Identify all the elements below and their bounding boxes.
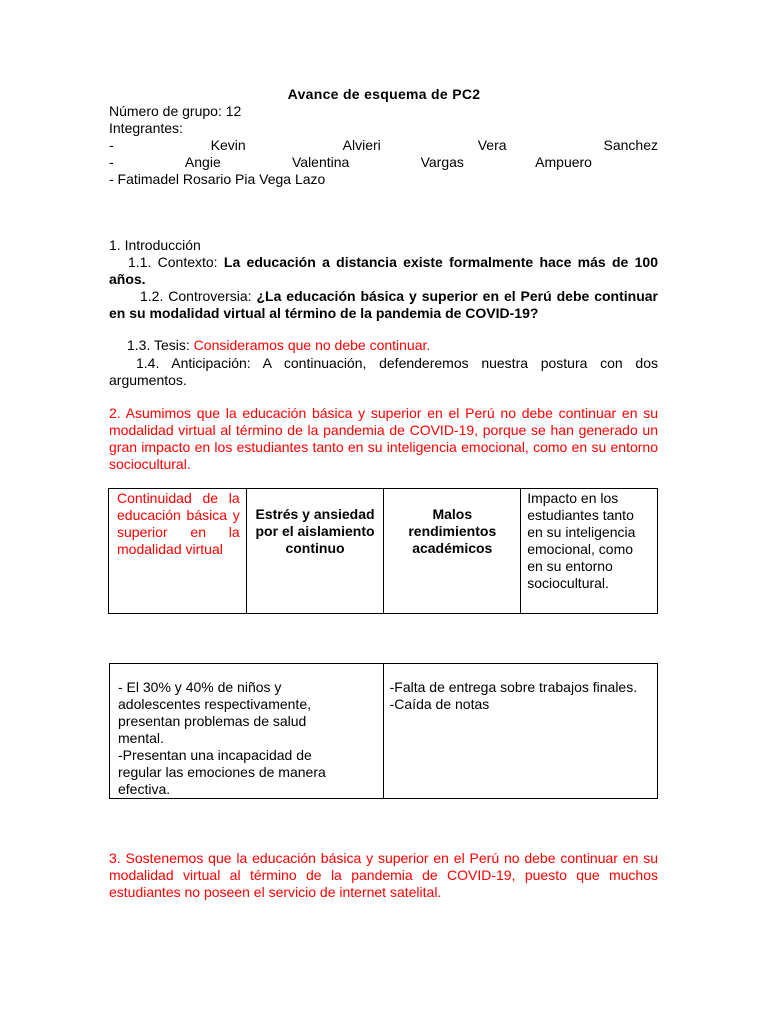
member-word: Sanchez (603, 137, 658, 153)
member-line-2 (109, 154, 592, 171)
stress-header: Estrés y ansiedad por el aislamiento continuo (255, 506, 375, 556)
controversia-label: 1.2. Controversia: (140, 288, 257, 304)
evidence-right: -Falta de entrega sobre trabajos finales. -Caída de notas (389, 679, 638, 712)
table2-cell-left (110, 664, 384, 799)
group-number: Número de grupo: 12 (109, 103, 242, 119)
table1-cell-1 (109, 489, 247, 614)
controversia-text: ¿La educación básica y superior en el Perú debe continuar en su modalidad virtual al término de la pandemia de COVID-19? (109, 288, 658, 321)
member-word: Valentina (291, 154, 350, 170)
table1-cell-3 (384, 489, 521, 614)
member-line-1 (109, 137, 658, 154)
page-title: Avance de esquema de PC2 (287, 86, 481, 102)
intro-contexto (109, 254, 658, 288)
member-word: - (109, 137, 114, 153)
table1-cell-2 (246, 489, 384, 614)
impact-label: Impacto en los estudiantes tanto en su inteligencia emocional, como en su entorno sociocultural. (527, 490, 636, 591)
tesis-label: 1.3. Tesis: (127, 337, 194, 353)
tesis-text: Consideramos que no debe continuar. (193, 337, 431, 353)
member-word: - (109, 154, 114, 170)
section-3: 3. Sostenemos que la educación básica y superior en el Perú no debe continuar en su modalidad virtual al término de la pandemia de COVID-19, puesto que muchos estudiantes no poseen el servicio de internet satelital. (109, 850, 658, 900)
contexto-text: La educación a distancia existe formalmente hace más de 100 años. (109, 254, 659, 287)
member-word: Angie (184, 154, 221, 170)
member-word: Vera (477, 137, 507, 153)
intro-controversia (109, 288, 658, 322)
member-word: Kevin (210, 137, 246, 153)
contexto-label: 1.1. Contexto: (128, 254, 224, 270)
performance-header: Malos rendimientos académicos (408, 506, 497, 556)
continuity-label: Continuidad de la educación básica y superior en la modalidad virtual (117, 490, 240, 557)
section-2: 2. Asumimos que la educación básica y superior en el Perú no debe continuar en su modalidad virtual al término de la pandemia de COVID-19, porque se han generado un gran impacto en los estudiantes tanto en su inteligencia emocional, como en su entorno sociocultural. (109, 405, 658, 472)
table1-cell-4 (521, 489, 658, 614)
member-word: Vargas (420, 154, 464, 170)
member-word: Alvieri (342, 137, 381, 153)
member-line-3: - Fatimadel Rosario Pia Vega Lazo (109, 171, 326, 187)
intro-heading: 1. Introducción (109, 237, 201, 253)
table2-cell-right (383, 664, 657, 799)
intro-anticipacion: 1.4. Anticipación: A continuación, defenderemos nuestra postura con dos argumentos. (109, 355, 658, 388)
evidence-left: - El 30% y 40% de niños y adolescentes respectivamente, presentan problemas de salud mental. -Presentan una incapacidad de regular las emociones de manera efectiva. (118, 679, 326, 797)
member-word: Ampuero (535, 154, 592, 170)
intro-tesis (127, 337, 430, 354)
evidence-table (109, 663, 658, 799)
members-label: Integrantes: (109, 120, 183, 136)
arguments-table (108, 488, 658, 614)
